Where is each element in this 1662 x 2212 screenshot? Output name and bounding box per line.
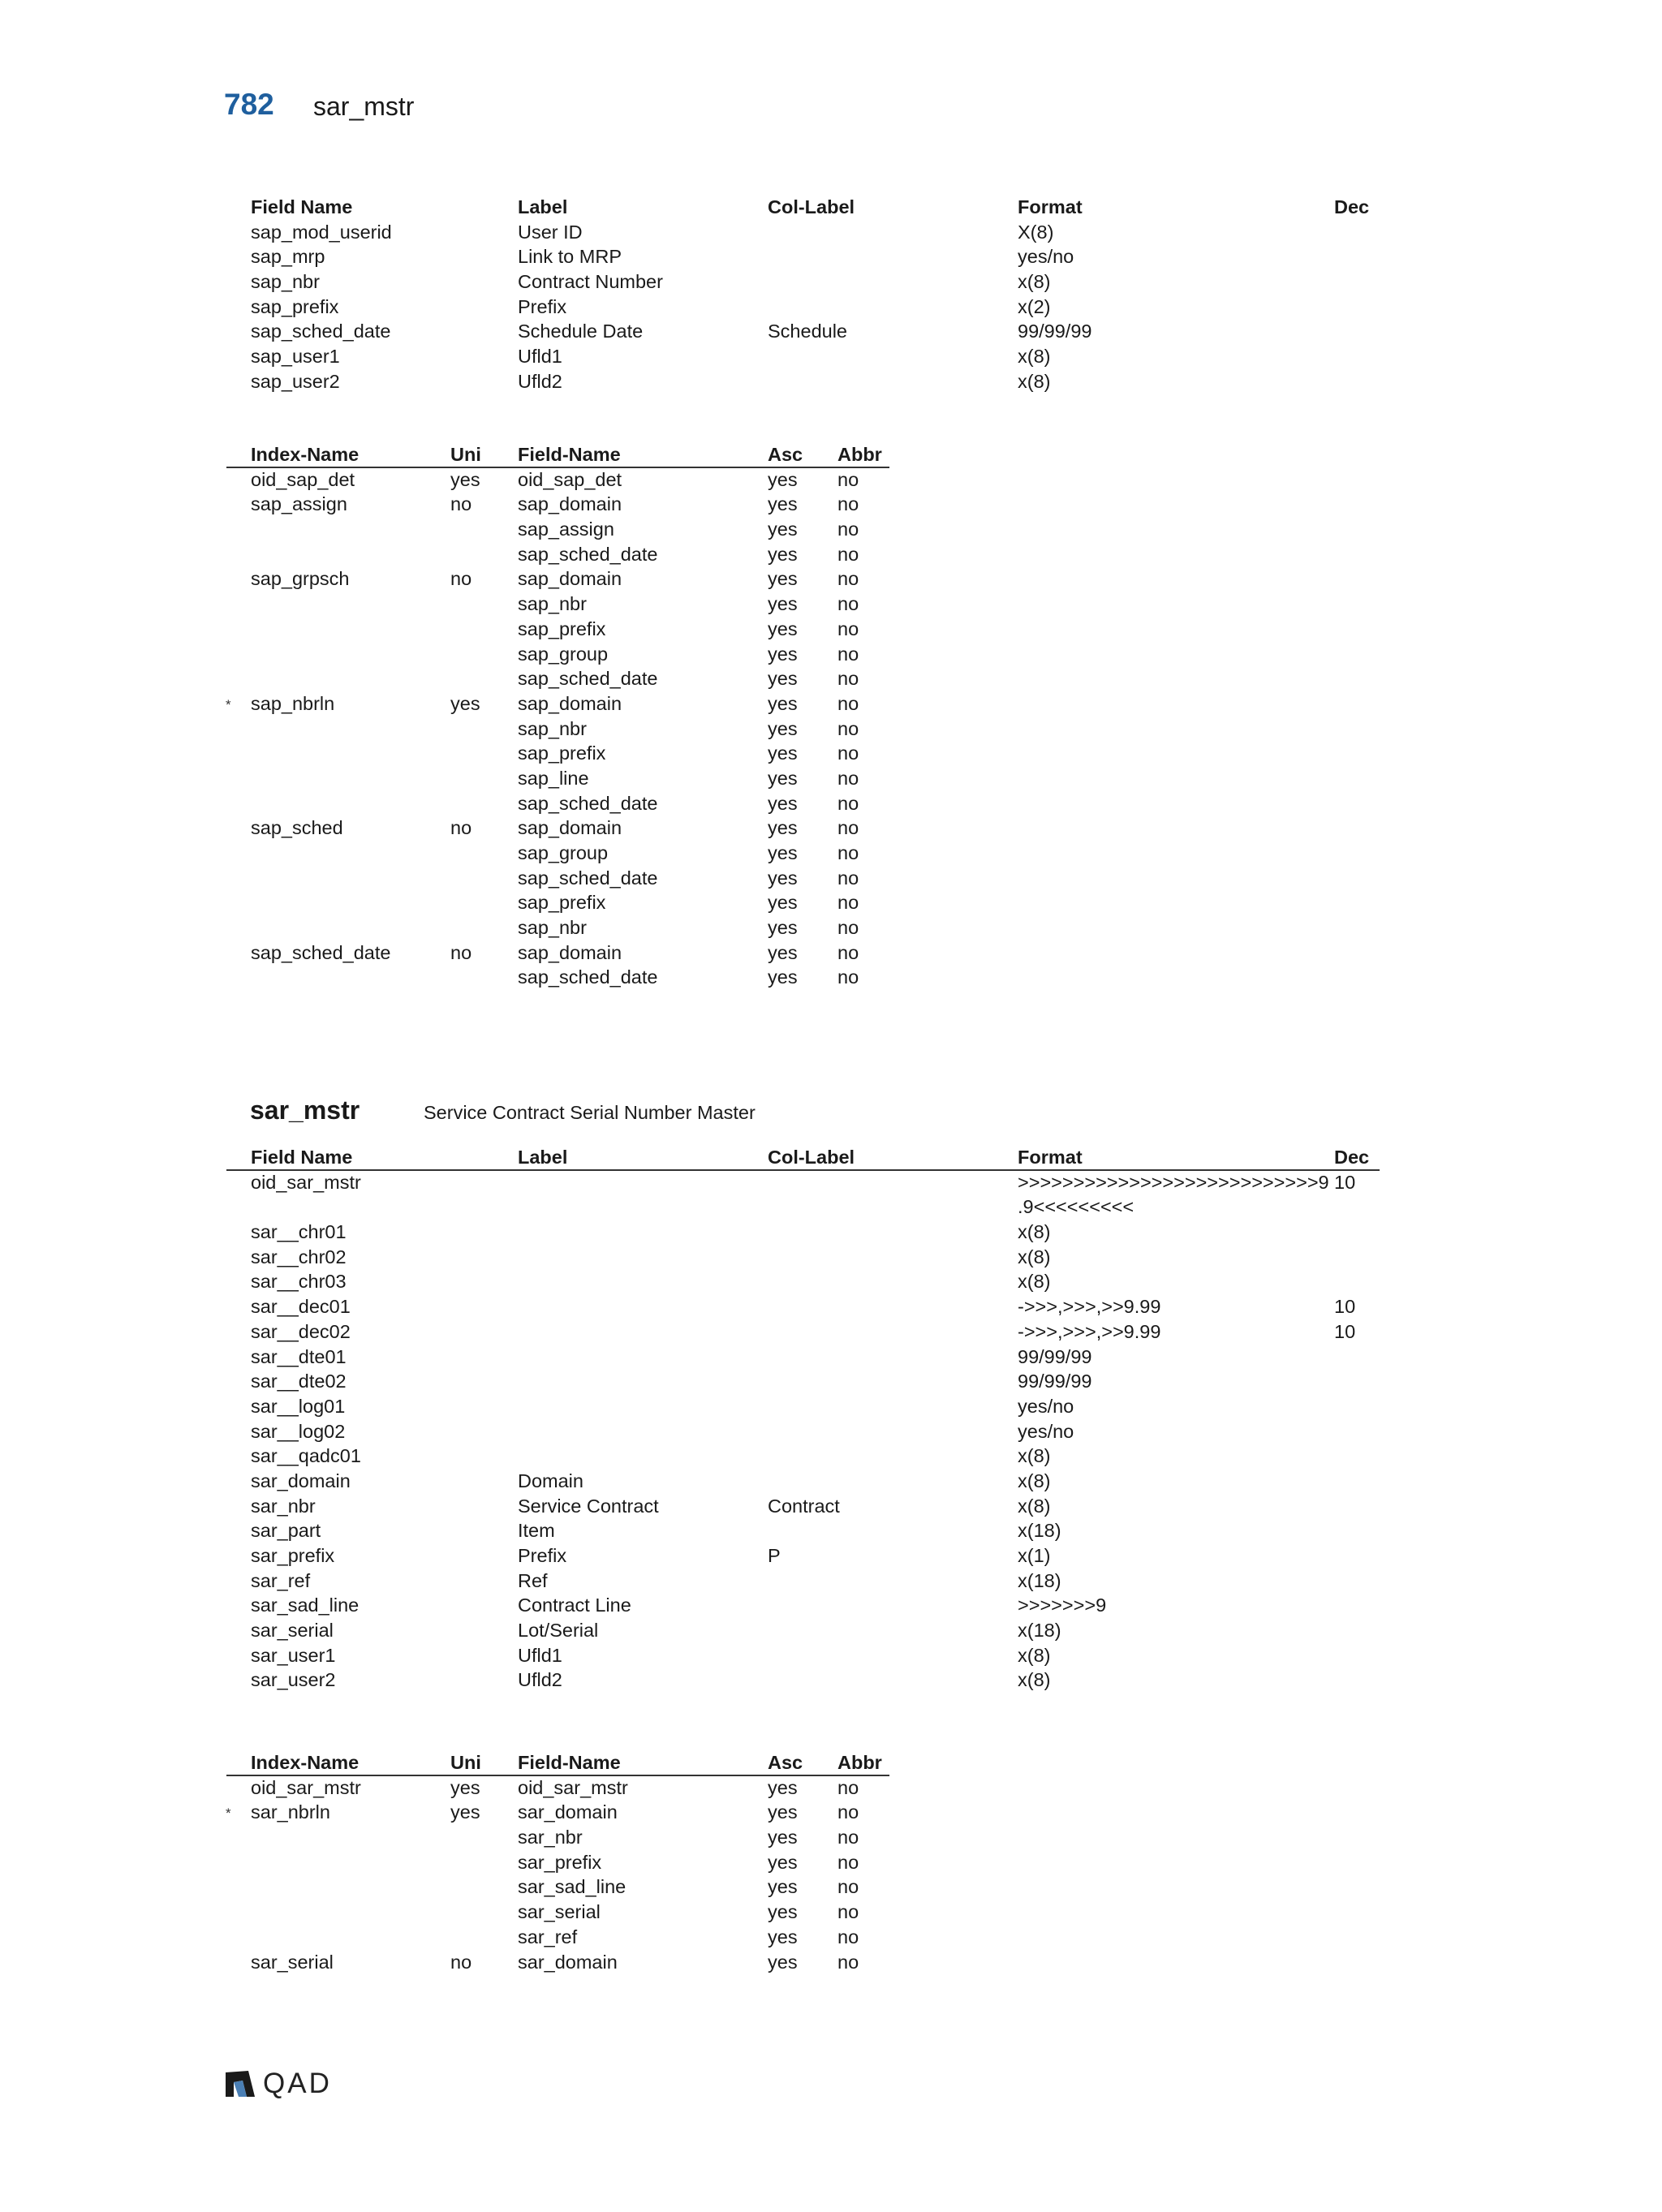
field-name-cell: sar__qadc01 — [251, 1445, 361, 1467]
index-name-cell: sar_nbrln — [251, 1801, 330, 1823]
table-row — [224, 617, 889, 642]
index-name-cell: sap_nbrln — [251, 692, 335, 714]
field-name-cell: sap_sched_date — [518, 966, 658, 988]
field-name-cell: sap_line — [518, 767, 589, 789]
table-row — [224, 915, 889, 940]
asc-cell: yes — [768, 842, 798, 863]
format-cell: x(8) — [1018, 346, 1051, 368]
field-name-cell: sap_group — [518, 643, 609, 665]
uni-cell: no — [450, 941, 472, 963]
primary-index-marker: * — [226, 696, 231, 712]
abbr-cell: no — [837, 643, 859, 665]
abbr-cell: no — [837, 468, 859, 490]
table-row — [224, 717, 889, 742]
field-name-cell: sap_nbr — [518, 593, 587, 615]
asc-cell: yes — [768, 917, 798, 939]
table-row — [224, 592, 889, 617]
field-name-cell: sap_domain — [518, 692, 622, 714]
field-name-cell: sar_domain — [251, 1470, 351, 1491]
format-cell: x(18) — [1018, 1620, 1061, 1642]
sar-field-table — [224, 1145, 1380, 1693]
abbr-cell: no — [837, 493, 859, 515]
abbr-cell: no — [837, 917, 859, 939]
format-cell: x(8) — [1018, 1271, 1051, 1293]
table-row — [224, 890, 889, 915]
table-row — [224, 1220, 1380, 1245]
table-row — [224, 1775, 889, 1801]
col-header-index-name: Index-Name — [251, 1752, 360, 1773]
field-name-cell: sap_domain — [518, 493, 622, 515]
table-row — [224, 566, 889, 592]
asc-cell: yes — [768, 817, 798, 839]
field-name-cell: sar_sad_line — [518, 1876, 626, 1898]
format-cell: x(8) — [1018, 1644, 1051, 1666]
col-header-dec: Dec — [1334, 1147, 1370, 1168]
abbr-cell: no — [837, 941, 859, 963]
table-row — [224, 666, 889, 691]
table-row — [224, 492, 889, 517]
format-cell: x(8) — [1018, 1445, 1051, 1467]
abbr-cell: no — [837, 817, 859, 839]
format-cell: x(1) — [1018, 1545, 1051, 1566]
label-cell: Schedule Date — [518, 321, 644, 342]
table-row — [224, 866, 889, 891]
format-cell: X(8) — [1018, 221, 1054, 243]
index-name-cell: oid_sar_mstr — [251, 1776, 361, 1798]
field-name-cell: sar__chr01 — [251, 1221, 347, 1243]
col-header-uni: Uni — [450, 444, 481, 465]
field-name-cell: sar_serial — [251, 1620, 334, 1642]
table-row — [224, 642, 889, 667]
asc-cell: yes — [768, 692, 798, 714]
field-name-cell: sar_domain — [518, 1801, 618, 1823]
dec-cell: 10 — [1334, 1296, 1356, 1318]
abbr-cell: no — [837, 867, 859, 889]
format-cell: x(8) — [1018, 1669, 1051, 1691]
table-row — [224, 1900, 889, 1925]
field-name-cell: sap_prefix — [518, 742, 606, 764]
table-row — [224, 1269, 1380, 1294]
page-number: 782 — [224, 88, 274, 121]
index-table-body — [224, 467, 889, 990]
abbr-cell: no — [837, 842, 859, 863]
field-name-cell: sar__dec01 — [251, 1296, 351, 1318]
table-row — [224, 1394, 1380, 1419]
col-label-cell: P — [768, 1545, 781, 1566]
table-row — [224, 1643, 1380, 1668]
uni-cell: yes — [450, 468, 480, 490]
format-cell: x(18) — [1018, 1520, 1061, 1542]
abbr-cell: no — [837, 1876, 859, 1898]
field-name-cell: sar_part — [251, 1520, 321, 1542]
col-label-cell: Schedule — [768, 321, 847, 342]
col-label-cell: Contract — [768, 1495, 840, 1517]
abbr-cell: no — [837, 1801, 859, 1823]
table-row — [224, 369, 1380, 394]
uni-cell: yes — [450, 692, 480, 714]
format-cell: x(2) — [1018, 295, 1051, 317]
format-cell: .9<<<<<<<<< — [1018, 1196, 1135, 1218]
asc-cell: yes — [768, 1776, 798, 1798]
index-name-cell: sap_sched — [251, 817, 343, 839]
format-cell: >>>>>>>9 — [1018, 1594, 1107, 1616]
abbr-cell: no — [837, 966, 859, 988]
sap-index-table — [224, 442, 889, 990]
format-cell: yes/no — [1018, 1395, 1074, 1417]
col-header-format: Format — [1018, 196, 1083, 217]
index-table-header — [224, 1750, 889, 1775]
table-row — [224, 965, 889, 990]
abbr-cell: no — [837, 767, 859, 789]
table-row — [224, 816, 889, 841]
asc-cell: yes — [768, 668, 798, 690]
table-row — [224, 1850, 889, 1875]
asc-cell: yes — [768, 643, 798, 665]
asc-cell: yes — [768, 966, 798, 988]
field-table-header — [224, 195, 1380, 220]
field-name-cell: sar_nbr — [518, 1827, 583, 1848]
format-cell: >>>>>>>>>>>>>>>>>>>>>>>>>>>9 — [1018, 1171, 1329, 1193]
col-header-dec: Dec — [1334, 196, 1370, 217]
index-name-cell: sap_sched_date — [251, 941, 391, 963]
asc-cell: yes — [768, 1827, 798, 1848]
field-name-cell: sar__dte01 — [251, 1345, 347, 1367]
asc-cell: yes — [768, 519, 798, 540]
abbr-cell: no — [837, 618, 859, 639]
table-row — [224, 1825, 889, 1850]
abbr-cell: no — [837, 1827, 859, 1848]
field-name-cell: sar_ref — [518, 1926, 578, 1947]
abbr-cell: no — [837, 1776, 859, 1798]
col-header-abbr: Abbr — [837, 1752, 882, 1773]
abbr-cell: no — [837, 692, 859, 714]
table-row — [224, 1369, 1380, 1394]
asc-cell: yes — [768, 593, 798, 615]
field-name-cell: oid_sar_mstr — [251, 1171, 361, 1193]
field-name-cell: sap_sched_date — [518, 543, 658, 565]
format-cell: x(8) — [1018, 370, 1051, 392]
field-name-cell: sar_prefix — [251, 1545, 335, 1566]
logo-text: QAD — [263, 2068, 332, 2099]
format-cell: 99/99/99 — [1018, 1371, 1092, 1392]
abbr-cell: no — [837, 668, 859, 690]
table-row — [224, 1543, 1380, 1569]
table-row — [224, 220, 1380, 245]
col-header-field-name: Field-Name — [518, 444, 621, 465]
table-row — [224, 1294, 1380, 1319]
asc-cell: yes — [768, 568, 798, 590]
asc-cell: yes — [768, 792, 798, 814]
field-name-cell: sar_user2 — [251, 1669, 336, 1691]
asc-cell: yes — [768, 742, 798, 764]
section-title: sar_mstr — [250, 1095, 360, 1125]
col-header-label: Label — [518, 196, 568, 217]
table-row — [224, 791, 889, 816]
uni-cell: yes — [450, 1776, 480, 1798]
uni-cell: yes — [450, 1801, 480, 1823]
format-cell: x(8) — [1018, 1221, 1051, 1243]
label-cell: User ID — [518, 221, 583, 243]
col-header-col-label: Col-Label — [768, 1147, 855, 1168]
field-name-cell: sar__dte02 — [251, 1371, 347, 1392]
field-name-cell: sap_domain — [518, 941, 622, 963]
abbr-cell: no — [837, 717, 859, 739]
label-cell: Ufld2 — [518, 370, 562, 392]
field-name-cell: sar__chr02 — [251, 1246, 347, 1267]
field-name-cell: sap_nbr — [518, 917, 587, 939]
field-name-cell: sap_sched_date — [518, 867, 658, 889]
table-row — [224, 1569, 1380, 1594]
field-name-cell: sap_user2 — [251, 370, 340, 392]
abbr-cell: no — [837, 593, 859, 615]
table-row — [224, 1618, 1380, 1643]
asc-cell: yes — [768, 941, 798, 963]
format-cell: x(8) — [1018, 271, 1051, 293]
table-row — [224, 244, 1380, 269]
abbr-cell: no — [837, 1951, 859, 1973]
table-row — [224, 1874, 889, 1900]
table-row — [224, 1444, 1380, 1469]
table-row — [224, 940, 889, 966]
uni-cell: no — [450, 1951, 472, 1973]
label-cell: Ufld2 — [518, 1669, 562, 1691]
label-cell: Contract Line — [518, 1594, 631, 1616]
index-name-cell: sap_assign — [251, 493, 347, 515]
table-row — [224, 1593, 1380, 1618]
label-cell: Ufld1 — [518, 1644, 562, 1666]
format-cell: x(8) — [1018, 1246, 1051, 1267]
section-description: Service Contract Serial Number Master — [424, 1102, 756, 1123]
table-row — [224, 1668, 1380, 1693]
index-name-cell: sap_grpsch — [251, 568, 350, 590]
col-header-field-name: Field Name — [251, 1147, 353, 1168]
table-row — [224, 1950, 889, 1975]
label-cell: Lot/Serial — [518, 1620, 599, 1642]
col-header-index-name: Index-Name — [251, 444, 360, 465]
field-name-cell: sar_user1 — [251, 1644, 336, 1666]
label-cell: Item — [518, 1520, 555, 1542]
field-name-cell: sar__log01 — [251, 1395, 346, 1417]
index-table-body — [224, 1775, 889, 1975]
table-row — [224, 1925, 889, 1950]
qad-logo — [224, 2069, 332, 2098]
asc-cell: yes — [768, 618, 798, 639]
field-name-cell: sap_domain — [518, 568, 622, 590]
page-title: sar_mstr — [313, 92, 415, 121]
index-name-cell: sar_serial — [251, 1951, 334, 1973]
label-cell: Domain — [518, 1470, 583, 1491]
table-row — [224, 1419, 1380, 1444]
label-cell: Ufld1 — [518, 346, 562, 368]
asc-cell: yes — [768, 892, 798, 914]
format-cell: ->>>,>>>,>>9.99 — [1018, 1296, 1161, 1318]
abbr-cell: no — [837, 568, 859, 590]
field-name-cell: sap_prefix — [251, 295, 339, 317]
table-row — [224, 319, 1380, 344]
table-row — [224, 1319, 1380, 1345]
field-name-cell: sap_sched_date — [518, 792, 658, 814]
col-header-format: Format — [1018, 1147, 1083, 1168]
asc-cell: yes — [768, 493, 798, 515]
table-row — [224, 1345, 1380, 1370]
field-name-cell: sar_prefix — [518, 1851, 602, 1873]
table-row — [224, 1800, 889, 1825]
label-cell: Link to MRP — [518, 246, 622, 268]
label-cell: Prefix — [518, 1545, 567, 1566]
table-row — [224, 766, 889, 791]
table-row — [224, 1494, 1380, 1519]
asc-cell: yes — [768, 1901, 798, 1923]
uni-cell: no — [450, 568, 472, 590]
table-row — [224, 269, 1380, 295]
field-name-cell: sap_domain — [518, 817, 622, 839]
col-header-field-name: Field-Name — [518, 1752, 621, 1773]
asc-cell: yes — [768, 1951, 798, 1973]
index-name-cell: oid_sap_det — [251, 468, 355, 490]
asc-cell: yes — [768, 1801, 798, 1823]
dec-cell: 10 — [1334, 1171, 1356, 1193]
field-name-cell: sar__dec02 — [251, 1320, 351, 1342]
table-row — [224, 1469, 1380, 1494]
asc-cell: yes — [768, 767, 798, 789]
uni-cell: no — [450, 817, 472, 839]
field-name-cell: sar_serial — [518, 1901, 601, 1923]
table-row — [224, 691, 889, 717]
field-name-cell: sar__log02 — [251, 1420, 346, 1442]
table-row — [224, 517, 889, 542]
table-row — [224, 542, 889, 567]
field-table-header — [224, 1145, 1380, 1170]
field-name-cell: sap_mod_userid — [251, 221, 392, 243]
asc-cell: yes — [768, 867, 798, 889]
table-row — [224, 1518, 1380, 1543]
field-table-body — [224, 1170, 1380, 1693]
field-table-body — [224, 220, 1380, 394]
abbr-cell: no — [837, 1926, 859, 1947]
field-name-cell: sar_sad_line — [251, 1594, 360, 1616]
uni-cell: no — [450, 493, 472, 515]
qad-logo-icon — [224, 2069, 256, 2098]
dec-cell: 10 — [1334, 1320, 1356, 1342]
field-name-cell: sap_group — [518, 842, 609, 863]
field-name-cell: sap_assign — [518, 519, 614, 540]
field-name-cell: sap_sched_date — [518, 668, 658, 690]
asc-cell: yes — [768, 468, 798, 490]
table-row — [224, 741, 889, 766]
format-cell: yes/no — [1018, 246, 1074, 268]
table-row — [224, 1170, 1380, 1195]
format-cell: x(18) — [1018, 1569, 1061, 1591]
primary-index-marker: * — [226, 1805, 231, 1822]
sap-field-table — [224, 195, 1380, 394]
table-row — [224, 1194, 1380, 1220]
abbr-cell: no — [837, 742, 859, 764]
format-cell: 99/99/99 — [1018, 1345, 1092, 1367]
abbr-cell: no — [837, 543, 859, 565]
label-cell: Service Contract — [518, 1495, 659, 1517]
col-header-uni: Uni — [450, 1752, 481, 1773]
asc-cell: yes — [768, 717, 798, 739]
field-name-cell: sap_nbr — [518, 717, 587, 739]
table-row — [224, 295, 1380, 320]
format-cell: x(8) — [1018, 1470, 1051, 1491]
field-name-cell: sap_sched_date — [251, 321, 391, 342]
asc-cell: yes — [768, 1851, 798, 1873]
table-row — [224, 344, 1380, 369]
table-row — [224, 1245, 1380, 1270]
field-name-cell: sap_prefix — [518, 892, 606, 914]
field-name-cell: sar_domain — [518, 1951, 618, 1973]
field-name-cell: oid_sap_det — [518, 468, 622, 490]
abbr-cell: no — [837, 1851, 859, 1873]
field-name-cell: sar_nbr — [251, 1495, 316, 1517]
asc-cell: yes — [768, 1876, 798, 1898]
format-cell: yes/no — [1018, 1420, 1074, 1442]
label-cell: Contract Number — [518, 271, 663, 293]
field-name-cell: sap_prefix — [518, 618, 606, 639]
format-cell: ->>>,>>>,>>9.99 — [1018, 1320, 1161, 1342]
abbr-cell: no — [837, 1901, 859, 1923]
col-header-field-name: Field Name — [251, 196, 353, 217]
abbr-cell: no — [837, 892, 859, 914]
field-name-cell: sap_user1 — [251, 346, 340, 368]
label-cell: Ref — [518, 1569, 548, 1591]
col-header-abbr: Abbr — [837, 444, 882, 465]
field-name-cell: sap_mrp — [251, 246, 325, 268]
label-cell: Prefix — [518, 295, 567, 317]
asc-cell: yes — [768, 1926, 798, 1947]
asc-cell: yes — [768, 543, 798, 565]
field-name-cell: sar_ref — [251, 1569, 311, 1591]
col-header-col-label: Col-Label — [768, 196, 855, 217]
field-name-cell: oid_sar_mstr — [518, 1776, 628, 1798]
format-cell: x(8) — [1018, 1495, 1051, 1517]
col-header-asc: Asc — [768, 1752, 803, 1773]
abbr-cell: no — [837, 792, 859, 814]
table-row — [224, 467, 889, 493]
abbr-cell: no — [837, 519, 859, 540]
col-header-label: Label — [518, 1147, 568, 1168]
index-table-header — [224, 442, 889, 467]
col-header-asc: Asc — [768, 444, 803, 465]
format-cell: 99/99/99 — [1018, 321, 1092, 342]
field-name-cell: sap_nbr — [251, 271, 320, 293]
table-row — [224, 841, 889, 866]
sar-index-table — [224, 1750, 889, 1974]
field-name-cell: sar__chr03 — [251, 1271, 347, 1293]
